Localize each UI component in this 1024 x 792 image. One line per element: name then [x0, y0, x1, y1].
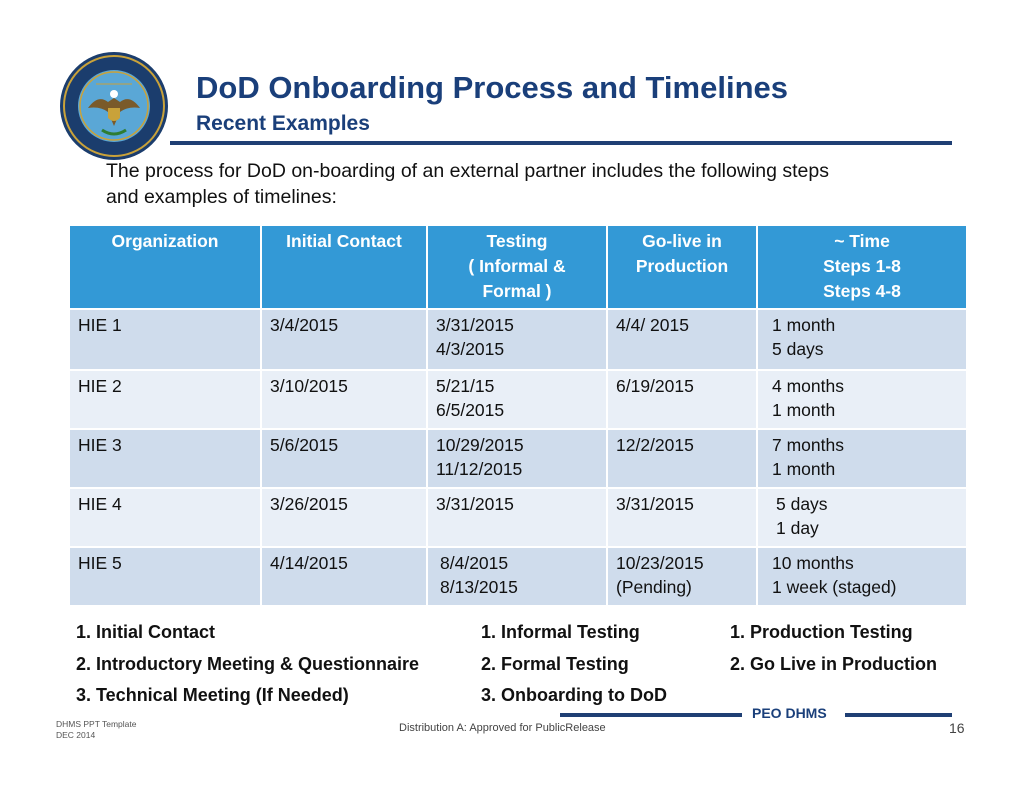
legend-step: 2. Introductory Meeting & Questionnaire [76, 654, 420, 674]
title-divider [170, 141, 952, 145]
legend-step: 2. Go Live in Production [730, 654, 938, 674]
legend-step: 1. Production Testing [730, 622, 913, 642]
cell-organization: HIE 5 [69, 547, 261, 606]
timeline-table [68, 224, 968, 607]
cell-time: 5 days 1 day [757, 488, 967, 547]
table-row [69, 309, 967, 370]
cell-go-live: 10/23/2015 (Pending) [607, 547, 757, 606]
header-testing: Testing ( Informal & Formal ) [427, 225, 607, 309]
cell-time: 10 months 1 week (staged) [757, 547, 967, 606]
cell-initial-contact: 3/26/2015 [261, 488, 427, 547]
cell-testing: 8/4/2015 8/13/2015 [427, 547, 607, 606]
intro-line: and examples of timelines: [106, 186, 337, 208]
header-organization: Organization [69, 225, 261, 309]
footer-divider-right [845, 713, 952, 717]
footer-org: PEO DHMS [752, 705, 827, 721]
footer-divider-left [560, 713, 742, 717]
cell-go-live: 6/19/2015 [607, 370, 757, 429]
cell-organization: HIE 4 [69, 488, 261, 547]
legend-step: 1. Initial Contact [76, 622, 216, 642]
distribution-statement: Distribution A: Approved for PublicRelease [399, 722, 606, 734]
cell-testing: 3/31/2015 [427, 488, 607, 547]
page-subtitle: Recent Examples [196, 112, 370, 135]
page-title: DoD Onboarding Process and Timelines [196, 70, 788, 105]
cell-testing: 3/31/2015 4/3/2015 [427, 309, 607, 370]
table-row [69, 370, 967, 429]
header-initial-contact: Initial Contact [261, 225, 427, 309]
cell-testing: 10/29/2015 11/12/2015 [427, 429, 607, 488]
cell-time: 7 months 1 month [757, 429, 967, 488]
legend-step: 3. Onboarding to DoD [481, 685, 667, 705]
page-number: 16 [949, 720, 965, 736]
table-header-row [69, 225, 967, 309]
cell-time: 1 month 5 days [757, 309, 967, 370]
table-row [69, 488, 967, 547]
header-time: ~ Time Steps 1-8 Steps 4-8 [757, 225, 967, 309]
cell-initial-contact: 4/14/2015 [261, 547, 427, 606]
cell-initial-contact: 5/6/2015 [261, 429, 427, 488]
table-row [69, 429, 967, 488]
cell-go-live: 3/31/2015 [607, 488, 757, 547]
cell-time: 4 months 1 month [757, 370, 967, 429]
legend-step: 3. Technical Meeting (If Needed) [76, 685, 349, 705]
cell-go-live: 12/2/2015 [607, 429, 757, 488]
cell-organization: HIE 2 [69, 370, 261, 429]
intro-line: The process for DoD on-boarding of an external partner includes the following steps [106, 160, 829, 182]
legend-step: 1. Informal Testing [481, 622, 640, 642]
cell-organization: HIE 1 [69, 309, 261, 370]
table-row [69, 547, 967, 606]
template-label: DHMS PPT Template DEC 2014 [56, 719, 137, 740]
cell-initial-contact: 3/4/2015 [261, 309, 427, 370]
intro-paragraph [106, 158, 926, 210]
cell-organization: HIE 3 [69, 429, 261, 488]
cell-go-live: 4/4/ 2015 [607, 309, 757, 370]
header-go-live: Go-live in Production [607, 225, 757, 309]
cell-testing: 5/21/15 6/5/2015 [427, 370, 607, 429]
legend-step: 2. Formal Testing [481, 654, 629, 674]
dod-seal-logo [58, 50, 170, 162]
cell-initial-contact: 3/10/2015 [261, 370, 427, 429]
